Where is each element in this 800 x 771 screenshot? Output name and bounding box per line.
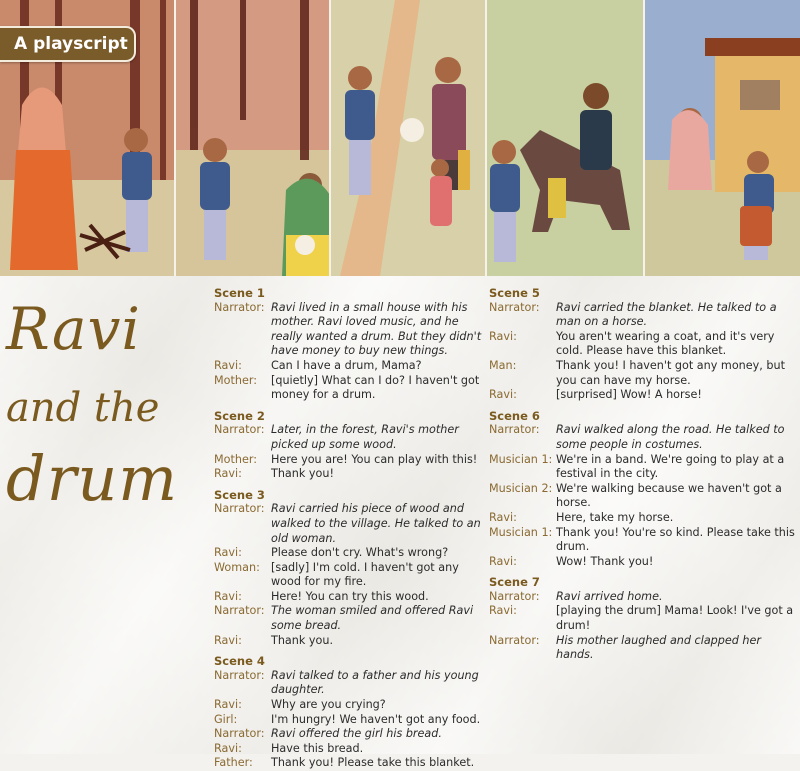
dialogue-line (214, 546, 490, 561)
dialogue-text: Thank you! You're so kind. Please take this drum. (556, 525, 795, 554)
dialogue-text: Please don't cry. What's wrong? (271, 546, 449, 560)
speaker-name: Narrator: (214, 300, 265, 314)
speaker-name: Ravi: (489, 329, 517, 343)
dialogue-line (214, 756, 490, 771)
dialogue-text: The woman smiled and offered Ravi some bread. (271, 604, 474, 633)
speaker-name: Narrator: (214, 727, 265, 741)
dialogue-line (214, 742, 490, 757)
dialogue-text: I'm hungry! We haven't got any food. (271, 712, 481, 726)
dialogue-text: Ravi lived in a small house with his mother. Ravi loved music, and he really wanted a drum. But they didn't have money to buy new things. (271, 300, 482, 358)
dialogue-line (489, 482, 799, 511)
speaker-name: Mother: (214, 373, 258, 387)
dialogue-line (214, 727, 490, 742)
dialogue-text: His mother laughed and clapped her hands. (556, 633, 761, 662)
dialogue-line (489, 590, 799, 605)
scene-heading: Scene 5 (489, 286, 540, 300)
dialogue-line (214, 423, 490, 452)
dialogue-line (214, 502, 490, 546)
dialogue-text: We're walking because we haven't got a horse. (556, 481, 782, 510)
dialogue-line (489, 301, 799, 330)
dialogue-text: Ravi talked to a father and his young daughter. (271, 668, 479, 697)
dialogue-text: Can I have a drum, Mama? (271, 358, 422, 372)
speaker-name: Narrator: (214, 604, 265, 618)
dialogue-text: Here! You can try this wood. (271, 589, 429, 603)
speaker-name: Narrator: (214, 423, 265, 437)
panel-road-father-girl (330, 0, 486, 276)
dialogue-text: Thank you. (271, 633, 334, 647)
speaker-name: Narrator: (214, 668, 265, 682)
speaker-name: Ravi: (214, 741, 242, 755)
scene-heading: Scene 6 (489, 408, 540, 423)
speaker-name: Narrator: (489, 423, 540, 437)
dialogue-text: Ravi arrived home. (556, 589, 663, 603)
panel-village-home (644, 0, 800, 276)
dialogue-line (214, 359, 490, 374)
dialogue-line (214, 301, 490, 359)
dialogue-line (214, 590, 490, 605)
speaker-name: Man: (489, 358, 517, 372)
scene-heading: Scene 7 (489, 575, 540, 590)
playscript-badge: A playscript (0, 26, 136, 62)
speaker-name: Narrator: (214, 502, 265, 516)
panel-man-on-horse (486, 0, 644, 276)
dialogue-line (489, 634, 799, 663)
dialogue-line (214, 561, 490, 590)
dialogue-text: Wow! Thank you! (556, 554, 654, 568)
dialogue-line (214, 669, 490, 698)
speaker-name: Ravi: (489, 604, 517, 618)
speaker-name: Musician 1: (489, 452, 553, 466)
speaker-name: Woman: (214, 560, 260, 574)
speaker-name: Ravi: (214, 698, 242, 712)
speaker-name: Narrator: (489, 589, 540, 603)
dialogue-line (489, 511, 799, 526)
title-line-1: Ravi (6, 295, 141, 363)
scene-heading: Scene 2 (214, 408, 265, 423)
dialogue-text: Ravi walked along the road. He talked to some people in costumes. (556, 423, 785, 451)
title-line-2: and the (6, 385, 160, 431)
story-title (6, 295, 179, 515)
dialogue-line (214, 467, 490, 482)
speaker-name: Father: (214, 756, 253, 770)
speaker-name: Musician 1: (489, 525, 553, 539)
dialogue-line (214, 374, 490, 403)
speaker-name: Ravi: (214, 546, 242, 560)
dialogue-line (214, 604, 490, 633)
dialogue-text: Here, take my horse. (556, 510, 674, 524)
dialogue-line (489, 453, 799, 482)
dialogue-line (214, 713, 490, 728)
dialogue-line (489, 555, 799, 570)
scene-heading: Scene 1 (214, 286, 265, 300)
dialogue-text: Why are you crying? (271, 698, 386, 712)
dialogue-text: Have this bread. (271, 741, 364, 755)
title-line-3: drum (6, 442, 179, 515)
speaker-name: Narrator: (489, 300, 540, 314)
dialogue-line (489, 423, 799, 452)
speaker-name: Girl: (214, 712, 238, 726)
dialogue-text: [surprised] Wow! A horse! (556, 388, 702, 402)
dialogue-text: Thank you! (271, 467, 334, 481)
dialogue-text: [sadly] I'm cold. I haven't got any wood for my fire. (271, 560, 459, 589)
speaker-name: Ravi: (489, 510, 517, 524)
dialogue-line (489, 388, 799, 403)
dialogue-text: Ravi carried the blanket. He talked to a man on a horse. (556, 300, 777, 329)
dialogue-line (489, 526, 799, 555)
speaker-name: Ravi: (214, 358, 242, 372)
dialogue-line (214, 453, 490, 468)
dialogue-line (214, 698, 490, 713)
script-column-left (214, 286, 490, 771)
script-column-right (489, 286, 799, 663)
dialogue-text: [quietly] What can I do? I haven't got money for a drum. (271, 373, 480, 402)
dialogue-line (489, 359, 799, 388)
panel-forest-old-woman (175, 0, 332, 276)
dialogue-line (489, 330, 799, 359)
speaker-name: Mother: (214, 452, 258, 466)
dialogue-text: Thank you! Please take this blanket. (271, 756, 475, 770)
dialogue-text: Here you are! You can play with this! (271, 452, 478, 466)
speaker-name: Ravi: (489, 554, 517, 568)
scene-heading: Scene 4 (214, 654, 265, 669)
speaker-name: Musician 2: (489, 481, 553, 495)
dialogue-text: Ravi carried his piece of wood and walked to the village. He talked to an old woman. (271, 502, 481, 545)
speaker-name: Ravi: (214, 589, 242, 603)
dialogue-text: You aren't wearing a coat, and it's very cold. Please have this blanket. (556, 329, 775, 358)
speaker-name: Ravi: (214, 633, 242, 647)
scene-heading: Scene 3 (214, 487, 265, 502)
dialogue-line (489, 604, 799, 633)
dialogue-text: [playing the drum] Mama! Look! I've got a drum! (556, 604, 794, 633)
dialogue-text: Later, in the forest, Ravi's mother picked up some wood. (271, 423, 459, 451)
dialogue-line (214, 634, 490, 649)
speaker-name: Narrator: (489, 633, 540, 647)
dialogue-text: Thank you! I haven't got any money, but you can have my horse. (556, 358, 785, 387)
speaker-name: Ravi: (214, 467, 242, 481)
illustration-strip (0, 0, 800, 276)
dialogue-text: Ravi offered the girl his bread. (271, 727, 442, 741)
dialogue-text: We're in a band. We're going to play at a festival in the city. (556, 452, 785, 481)
speaker-name: Ravi: (489, 388, 517, 402)
